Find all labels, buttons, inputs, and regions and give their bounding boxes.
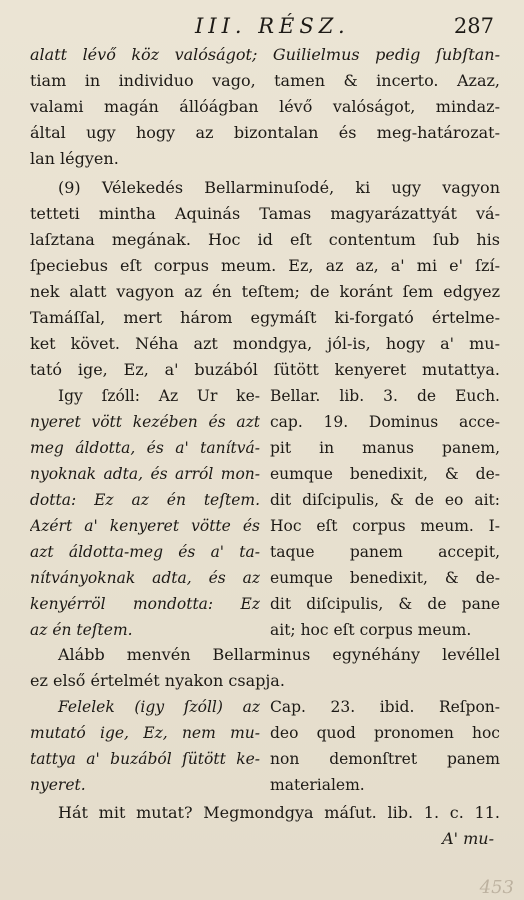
hungarian-column xyxy=(30,383,260,643)
paragraph-1 xyxy=(30,42,500,172)
text-line: Igy ſzóll: Az Ur ke- xyxy=(58,387,260,405)
page-number: 287 xyxy=(453,14,494,38)
text-line: tetteti mintha Aquinás Tamas magyarázattyát vá- xyxy=(30,204,500,223)
text-line: nyoknak adta, és arról mon- xyxy=(30,465,260,483)
text-line: ait; hoc eſt corpus meum. xyxy=(270,621,472,639)
text-line: laſztana megának. Hoc id eſt contentum ſub his xyxy=(30,230,500,249)
text-line: (9) Vélekedés Bellarminuſodé, ki ugy vagyon xyxy=(58,178,500,197)
latin-column xyxy=(270,383,500,643)
running-head: III. RÉSZ. xyxy=(195,14,350,38)
text-line: taque panem accepit, xyxy=(270,543,500,561)
text-line: valami magán állóágban lévő valóságot, mindaz- xyxy=(30,97,500,116)
page-header xyxy=(0,12,524,42)
text-line: dotta: Ez az én teſtem. xyxy=(30,491,260,509)
paragraph-2 xyxy=(30,175,500,383)
text-line: Hát mit mutat? Megmondgya máſut. lib. 1. c. 11. xyxy=(58,803,500,822)
hungarian-column xyxy=(30,694,260,798)
text-line: kenyérröl mondotta: Ez xyxy=(30,595,260,613)
text-line: Azért a' kenyeret vötte és xyxy=(30,517,260,535)
text-line: Alább menvén Bellarminus egynéhány levéllel xyxy=(58,645,500,664)
text-line: nek alatt vagyon az én teſtem; de koránt ſem edgyez xyxy=(30,282,500,301)
text-line: azt áldotta-meg és a' ta- xyxy=(30,543,260,561)
text-line: lan légyen. xyxy=(30,149,119,168)
text-line: az én teſtem. xyxy=(30,621,133,639)
text-line: dit diſcipulis, & de pane xyxy=(270,595,500,613)
text-line: materialem. xyxy=(270,776,365,794)
text-line: dit diſcipulis, & de eo ait: xyxy=(270,491,500,509)
text-line: meg áldotta, és a' tanítvá- xyxy=(30,439,260,457)
text-line: nyeret vött kezében és azt xyxy=(30,413,260,431)
text-line: nyeret. xyxy=(30,776,86,794)
text-line: nítványoknak adta, és az xyxy=(30,569,260,587)
text-line: Felelek (igy ſzóll) az xyxy=(58,698,260,716)
text-line: deo quod pronomen hoc xyxy=(270,724,500,742)
text-line: Bellar. lib. 3. de Euch. xyxy=(270,387,500,405)
text-line: ez első értelmét nyakon csapja. xyxy=(30,671,285,690)
text-line: eumque benedixit, & de- xyxy=(270,465,500,483)
text-line: cap. 19. Dominus acce- xyxy=(270,413,500,431)
text-line: Hoc eſt corpus meum. I- xyxy=(270,517,500,535)
text-line: ſpeciebus eſt corpus meum. Ez, az az, a' mi e' ſzí- xyxy=(30,256,500,275)
text-line: által ugy hogy az bizontalan és meg-határozat- xyxy=(30,123,500,142)
text-line: eumque benedixit, & de- xyxy=(270,569,500,587)
text-line: tiam in individuo vago, tamen & incerto. Azaz, xyxy=(30,71,500,90)
text-line: non demonſtret panem xyxy=(270,750,500,768)
paragraph-3 xyxy=(30,642,500,694)
text-line: tató ige, Ez, a' buzából ſütött kenyeret mutattya. xyxy=(30,360,500,379)
text-line: mutató ige, Ez, nem mu- xyxy=(30,724,260,742)
text-line: tattya a' buzából ſütött ke- xyxy=(30,750,260,768)
catchword: A' mu- xyxy=(442,829,494,848)
library-stamp: 453 xyxy=(479,877,514,898)
text-line: ket követ. Néha azt mondgya, jól-is, hogy a' mu- xyxy=(30,334,500,353)
latin-column xyxy=(270,694,500,798)
paragraph-4 xyxy=(30,800,500,826)
text-line: Cap. 23. ibid. Reſpon- xyxy=(270,698,500,716)
text-line: Tamáſſal, mert három egymáſt ki-forgató értelme- xyxy=(30,308,500,327)
text-line: alatt lévő köz valóságot; Guilielmus pedig ſubſtan- xyxy=(30,45,500,64)
text-line: pit in manus panem, xyxy=(270,439,500,457)
